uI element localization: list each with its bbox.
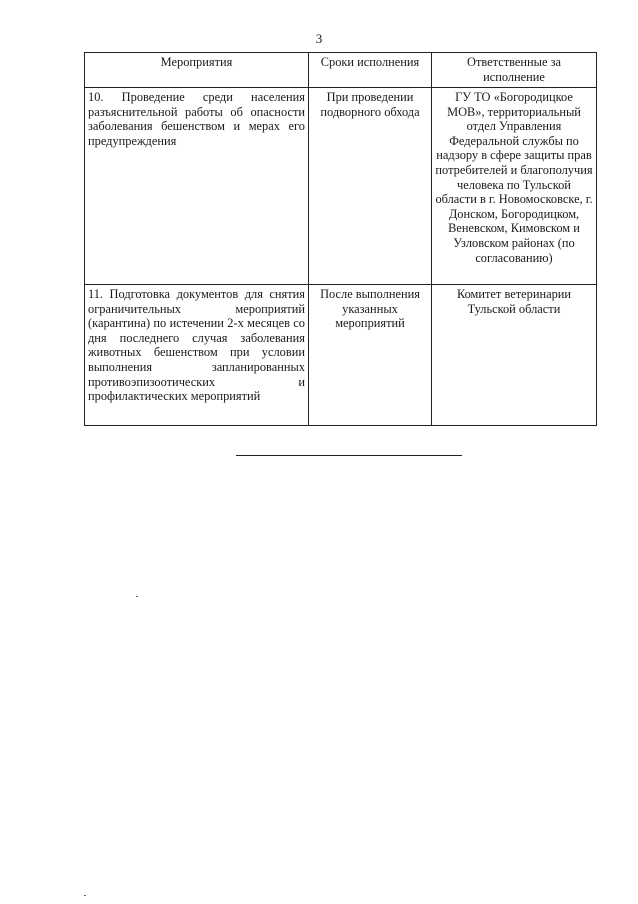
table-row xyxy=(85,88,597,285)
header-deadline: Сроки исполнения xyxy=(309,53,432,88)
table-row xyxy=(85,285,597,426)
responsible-cell: Комитет ветеринарии Тульской области xyxy=(432,285,597,426)
measure-cell: 11. Подготовка документов для снятия ограничительных мероприятий (карантина) по истечении 2-х месяцев со дня последнего случая заболевания животных бешенством при условии выполнения запланированных противоэпизоотических и профилактических мероприятий xyxy=(85,285,309,426)
responsible-cell: ГУ ТО «Богородицкое МОВ», территориальный отдел Управления Федеральной службы по надзору в сфере защиты прав потребителей и благополучия человека по Тульской области в г. Новомосковске, г. Донском, Богородицком, Веневском, Кимовском и Узловском районах (по согласованию) xyxy=(432,88,597,285)
end-of-document-rule xyxy=(236,455,462,456)
measures-table xyxy=(84,52,597,426)
deadline-cell: После выполнения указанных мероприятий xyxy=(309,285,432,426)
deadline-cell: При проведении подворного обхода xyxy=(309,88,432,285)
table-header-row xyxy=(85,53,597,88)
scan-speck xyxy=(136,596,138,597)
header-responsible: Ответственные за исполнение xyxy=(432,53,597,88)
scan-speck xyxy=(84,895,86,896)
measure-cell: 10. Проведение среди населения разъяснительной работы об опасности заболевания бешенством и мерах его предупреждения xyxy=(85,88,309,285)
page-number: 3 xyxy=(315,31,323,46)
header-measures: Мероприятия xyxy=(85,53,309,88)
